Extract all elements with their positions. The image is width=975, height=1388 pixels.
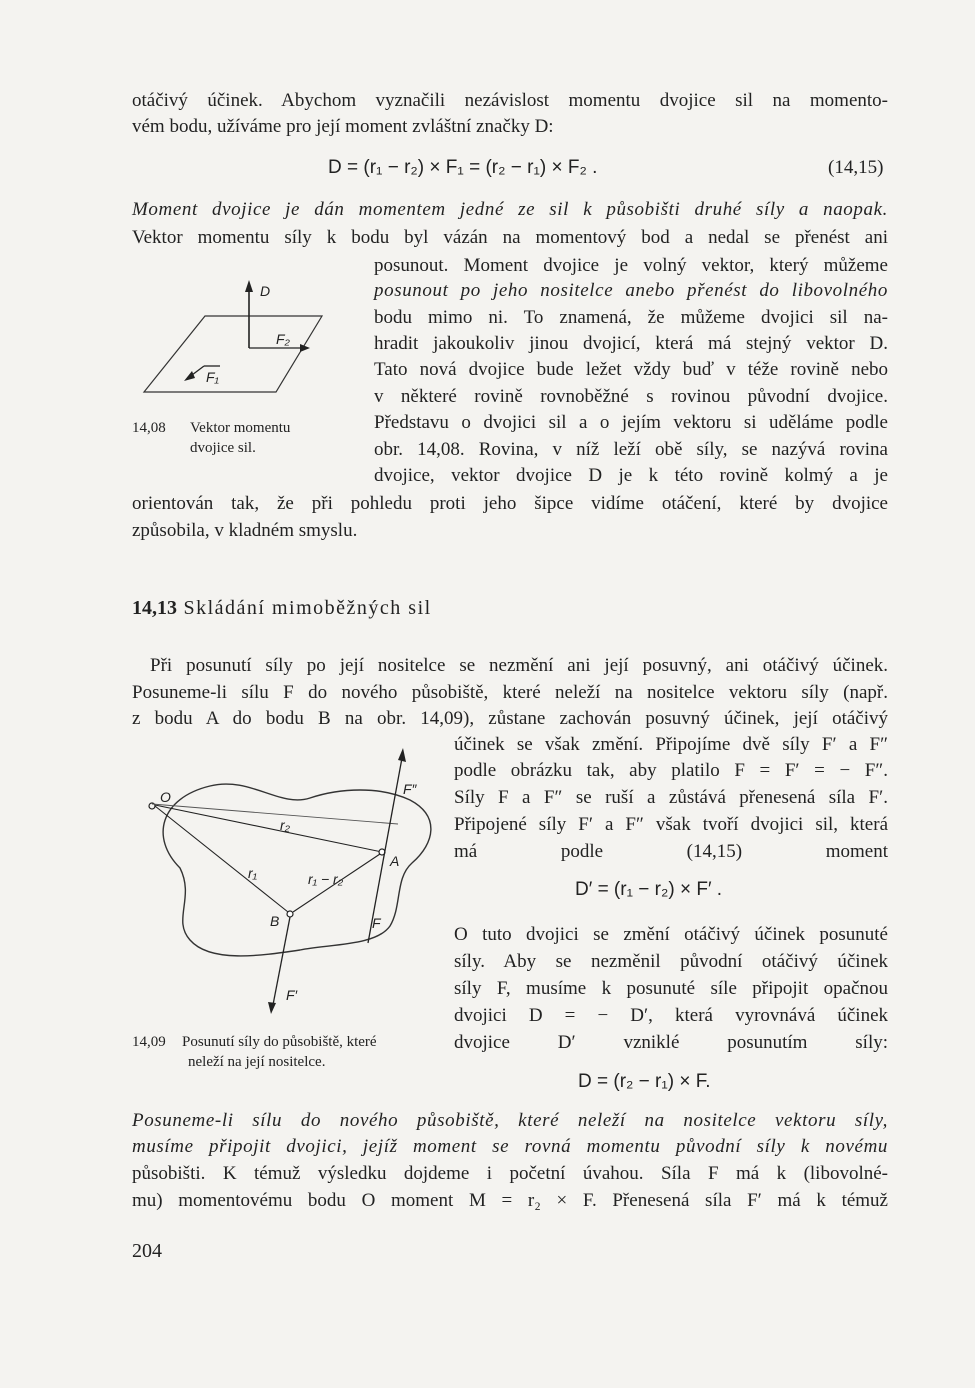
plane-parallelogram [144,316,322,392]
text-line: hradit jakoukoliv jinou dvojicí, která má stejný vektor D. [374,333,888,354]
section-heading [132,597,432,620]
text-line: otáčivý účinek. Abychom vyznačili nezávislost momentu dvojice sil na momento- [132,90,888,111]
text-line: způsobila, v kladném smyslu. [132,520,358,541]
vector-D-arrowhead [245,280,253,292]
text-line: bodu mimo ni. To znamená, že můžeme dvojici sil na- [374,307,888,328]
text-line-italic: Moment dvojice je dán momentem jedné ze sil k působišti druhé síly a naopak. [132,199,888,220]
equation-D-prime: D′ = (r₁ − r₂) × F′ . [575,879,723,900]
figure-caption-number: 14,09 [132,1034,166,1050]
vector-r1 [155,806,288,912]
force-F-prime-arrowhead [268,1002,276,1014]
text-line: Tato nová dvojice bude ležet vždy buď v téže rovině nebo [374,359,888,380]
figure-14-08-diagram [140,268,330,398]
text-line: mu) momentovému bodu O moment M = r₂ × F. Přenesená síla F′ má k témuž [132,1190,888,1211]
label-F-prime: F′ [286,987,298,1003]
text-line: síly F, musíme k posunuté síle připojit opačnou [454,978,888,999]
label-F1: F₁ [206,369,219,385]
text-line: Představu o dvojici sil a o jejím vektoru si uděláme podle [374,412,888,433]
equation-number: (14,15) [828,157,884,178]
text-line: posunout. Moment dvojice je volný vektor, který můžeme [374,255,888,276]
text-line: dvojici D = − D′, která vyrovnává účinek [454,1005,888,1026]
label-O: O [160,789,171,805]
label-A: A [390,853,400,869]
text-line-italic: musíme připojit dvojici, jejíž moment se rovná momentu původní síly k novému [132,1136,888,1157]
equation-14-15: D = (r₁ − r₂) × F₁ = (r₂ − r₁) × F₂ . [328,157,598,178]
text-line: Připojené síly F′ a F″ však tvoří dvojici sil, která [454,814,888,835]
section-title: Skládání mimoběžných sil [183,597,432,619]
text-line: dvojice, vektor dvojice D je k této rovině kolmý a je [374,465,888,486]
text-line-italic: Posuneme-li sílu do nového působiště, které neleží na nositelce vektoru síly, [132,1110,888,1131]
figure-caption: Posunutí síly do působiště, které [182,1034,377,1050]
text-line: z bodu A do bodu B na obr. 14,09), zůstane zachován posuvný účinek, její otáčivý [132,708,888,729]
label-r1-r2: r₁ − r₂ [308,871,344,887]
figure-caption: Vektor momentu [190,420,291,436]
text-line: dvojice D′ vzniklé posunutím síly: [454,1032,888,1053]
helper-line [152,804,398,824]
label-D: D [260,283,271,299]
figure-14-09-diagram [140,748,440,1023]
label-r2: r₂ [280,817,291,833]
section-number: 14,13 [132,597,177,619]
body-outline [163,784,431,956]
label-F-double-prime: F″ [403,781,417,797]
equation-D: D = (r₂ − r₁) × F. [578,1071,711,1092]
text-line: obr. 14,08. Rovina, v níž leží obě síly, se nazývá rovina [374,439,888,460]
figure-caption: dvojice sil. [190,440,256,456]
label-r1: r₁ [248,865,258,881]
text-line: síly. Aby se nezměnil původní otáčivý účinek [454,951,888,972]
text-line: působišti. K témuž výsledku dojdeme i početní úvahou. Síla F má k (libovolné- [132,1163,888,1184]
figure-caption: neleží na její nositelce. [188,1054,326,1070]
label-F: F [372,915,381,931]
vector-r2 [155,805,382,852]
text-line: Posuneme-li sílu F do nového působiště, které neleží na nositelce vektoru síly (např. [132,682,888,703]
text-line: Síly F a F″ se ruší a zůstává přenesená síla F′. [454,787,888,808]
label-B: B [270,913,280,929]
text-line: vém bodu, užíváme pro její moment zvláštní značky D: [132,116,554,137]
text-line: podle obrázku tak, aby platilo F = F′ = − F″. [454,760,888,781]
text-line: Vektor momentu síly k bodu byl vázán na momentový bod a nedal se přenést ani [132,227,888,248]
text-line: má podle (14,15) moment [454,841,888,862]
text-line: orientován tak, že při pohledu proti jeho šipce vidíme otáčení, které by dvojice [132,493,888,514]
text-line-italic: posunout po jeho nositelce anebo přenést do libovolného [374,280,888,301]
label-F2: F₂ [276,331,290,347]
point-B [287,911,293,917]
figure-caption-number: 14,08 [132,420,166,436]
text-line: účinek se však změní. Připojíme dvě síly F′ a F″ [454,734,888,755]
page-number: 204 [132,1240,162,1262]
text-line: O tuto dvojici se změní otáčivý účinek posunuté [454,924,888,945]
force-F-pp-arrowhead [398,748,406,762]
text-line: v některé rovině rovnoběžné s rovinou původní dvojice. [374,386,888,407]
text-line: Při posunutí síly po její nositelce se nezmění ani její posuvný, ani otáčivý účinek. [150,655,888,676]
force-F1-arrowhead [184,371,195,381]
